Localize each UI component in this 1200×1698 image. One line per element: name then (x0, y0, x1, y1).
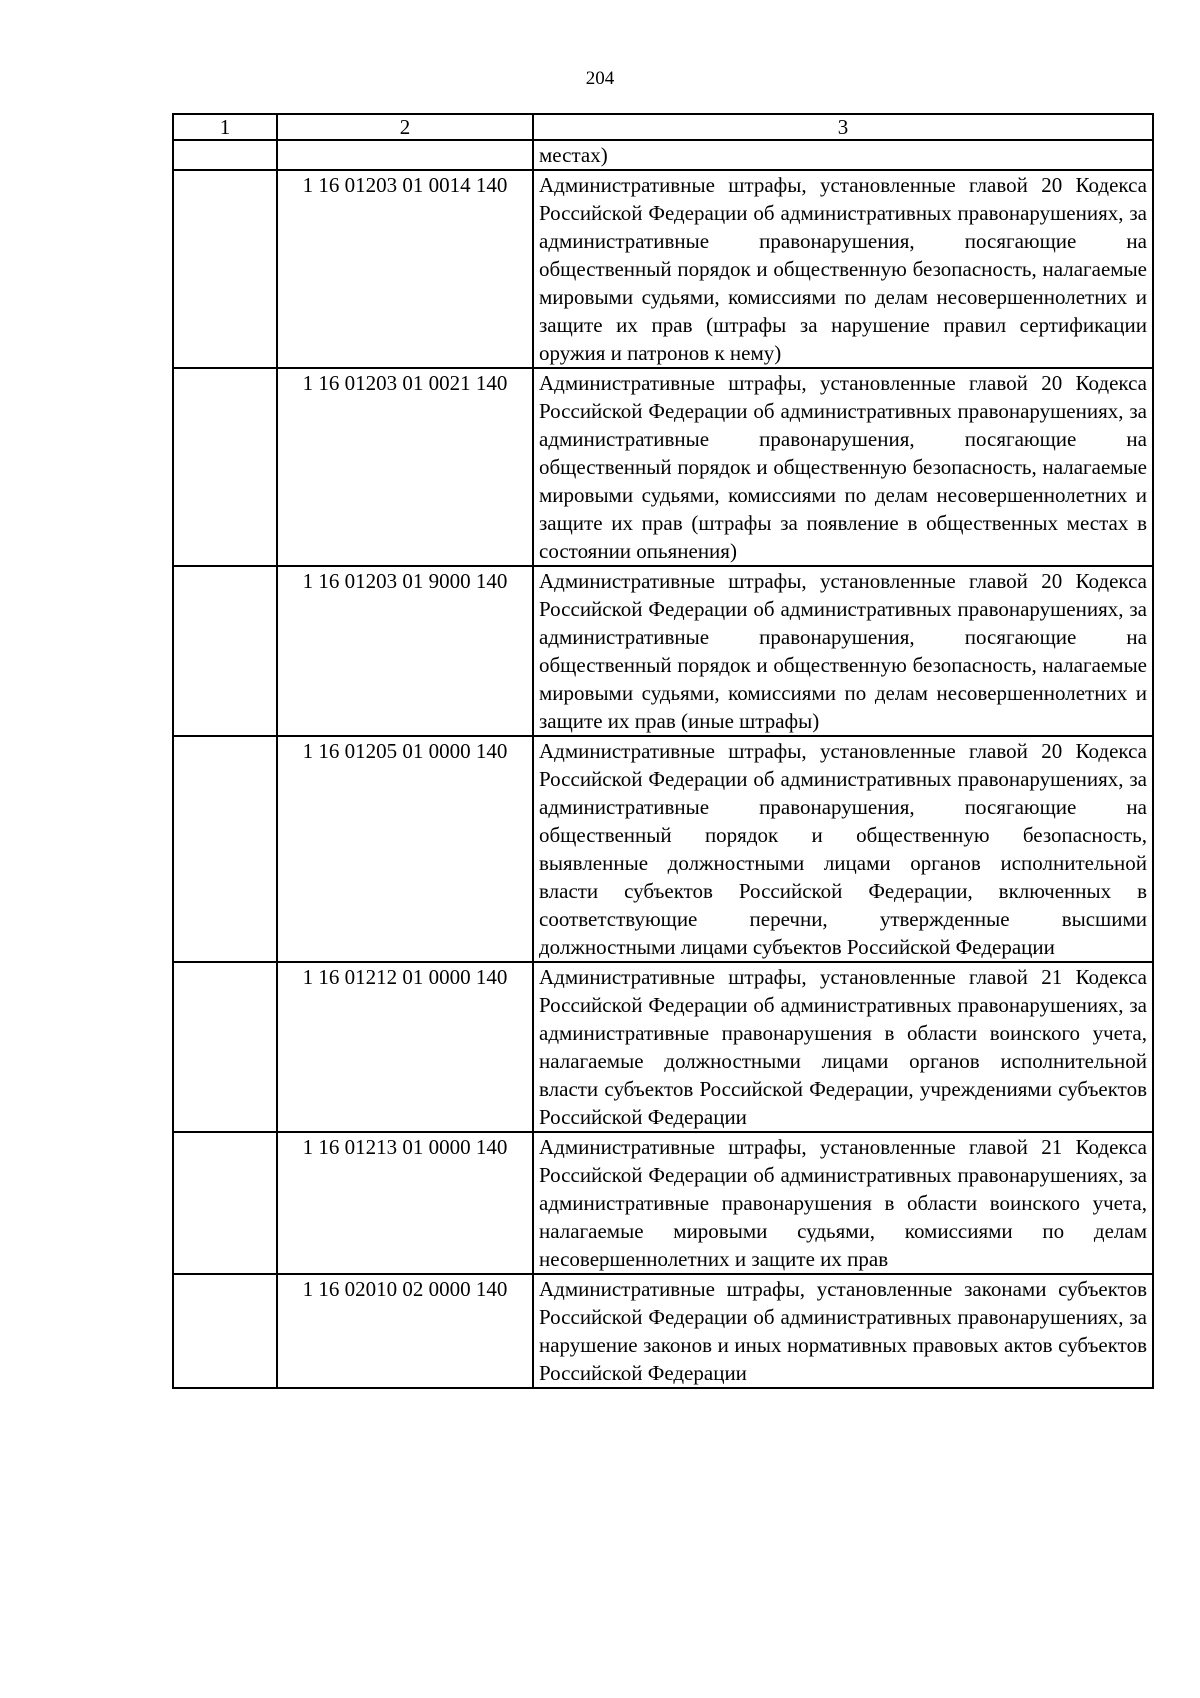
header-cell-1: 1 (173, 114, 277, 140)
row-number-cell (173, 566, 277, 736)
table-header-row (173, 114, 1153, 140)
row-number-cell (173, 368, 277, 566)
table-row (173, 1132, 1153, 1274)
code-cell: 1 16 01213 01 0000 140 (277, 1132, 533, 1274)
code-cell (277, 140, 533, 170)
description-cell: Административные штрафы, установленные главой 21 Кодекса Российской Федерации об административных правонарушениях, за административные правонарушения в области воинского учета, налагаемые мировыми судьями, комиссиями по делам несовершеннолетних и защите их прав (533, 1132, 1153, 1274)
table-row (173, 368, 1153, 566)
description-cell: Административные штрафы, установленные главой 20 Кодекса Российской Федерации об административных правонарушениях, за административные правонарушения, посягающие на общественный порядок и общественную безопасность, выявленные должностными лицами органов исполнительной власти субъектов Российской Федерации, включенных в соответствующие перечни, утвержденные высшими должностными лицами субъектов Российской Федерации (533, 736, 1153, 962)
row-number-cell (173, 962, 277, 1132)
row-number-cell (173, 1274, 277, 1388)
table-row (173, 170, 1153, 368)
header-cell-2: 2 (277, 114, 533, 140)
document-table (172, 113, 1154, 1389)
row-number-cell (173, 170, 277, 368)
row-number-cell (173, 140, 277, 170)
table-row (173, 962, 1153, 1132)
code-cell: 1 16 01205 01 0000 140 (277, 736, 533, 962)
header-cell-3: 3 (533, 114, 1153, 140)
page-number: 204 (585, 68, 615, 89)
row-number-cell (173, 736, 277, 962)
description-cell: Административные штрафы, установленные главой 21 Кодекса Российской Федерации об административных правонарушениях, за административные правонарушения в области воинского учета, налагаемые должностными лицами органов исполнительной власти субъектов Российской Федерации, учреждениями субъектов Российской Федерации (533, 962, 1153, 1132)
description-cell: Административные штрафы, установленные главой 20 Кодекса Российской Федерации об административных правонарушениях, за административные правонарушения, посягающие на общественный порядок и общественную безопасность, налагаемые мировыми судьями, комиссиями по делам несовершеннолетних и защите их прав (штрафы за появление в общественных местах в состоянии опьянения) (533, 368, 1153, 566)
description-cell: местах) (533, 140, 1153, 170)
code-cell: 1 16 01212 01 0000 140 (277, 962, 533, 1132)
row-number-cell (173, 1132, 277, 1274)
table-row (173, 566, 1153, 736)
table-row (173, 736, 1153, 962)
description-cell: Административные штрафы, установленные главой 20 Кодекса Российской Федерации об административных правонарушениях, за административные правонарушения, посягающие на общественный порядок и общественную безопасность, налагаемые мировыми судьями, комиссиями по делам несовершеннолетних и защите их прав (иные штрафы) (533, 566, 1153, 736)
table-row (173, 140, 1153, 170)
description-cell: Административные штрафы, установленные законами субъектов Российской Федерации об административных правонарушениях, за нарушение законов и иных нормативных правовых актов субъектов Российской Федерации (533, 1274, 1153, 1388)
code-cell: 1 16 02010 02 0000 140 (277, 1274, 533, 1388)
code-cell: 1 16 01203 01 0014 140 (277, 170, 533, 368)
code-cell: 1 16 01203 01 0021 140 (277, 368, 533, 566)
description-cell: Административные штрафы, установленные главой 20 Кодекса Российской Федерации об административных правонарушениях, за административные правонарушения, посягающие на общественный порядок и общественную безопасность, налагаемые мировыми судьями, комиссиями по делам несовершеннолетних и защите их прав (штрафы за нарушение правил сертификации оружия и патронов к нему) (533, 170, 1153, 368)
table-row (173, 1274, 1153, 1388)
code-cell: 1 16 01203 01 9000 140 (277, 566, 533, 736)
